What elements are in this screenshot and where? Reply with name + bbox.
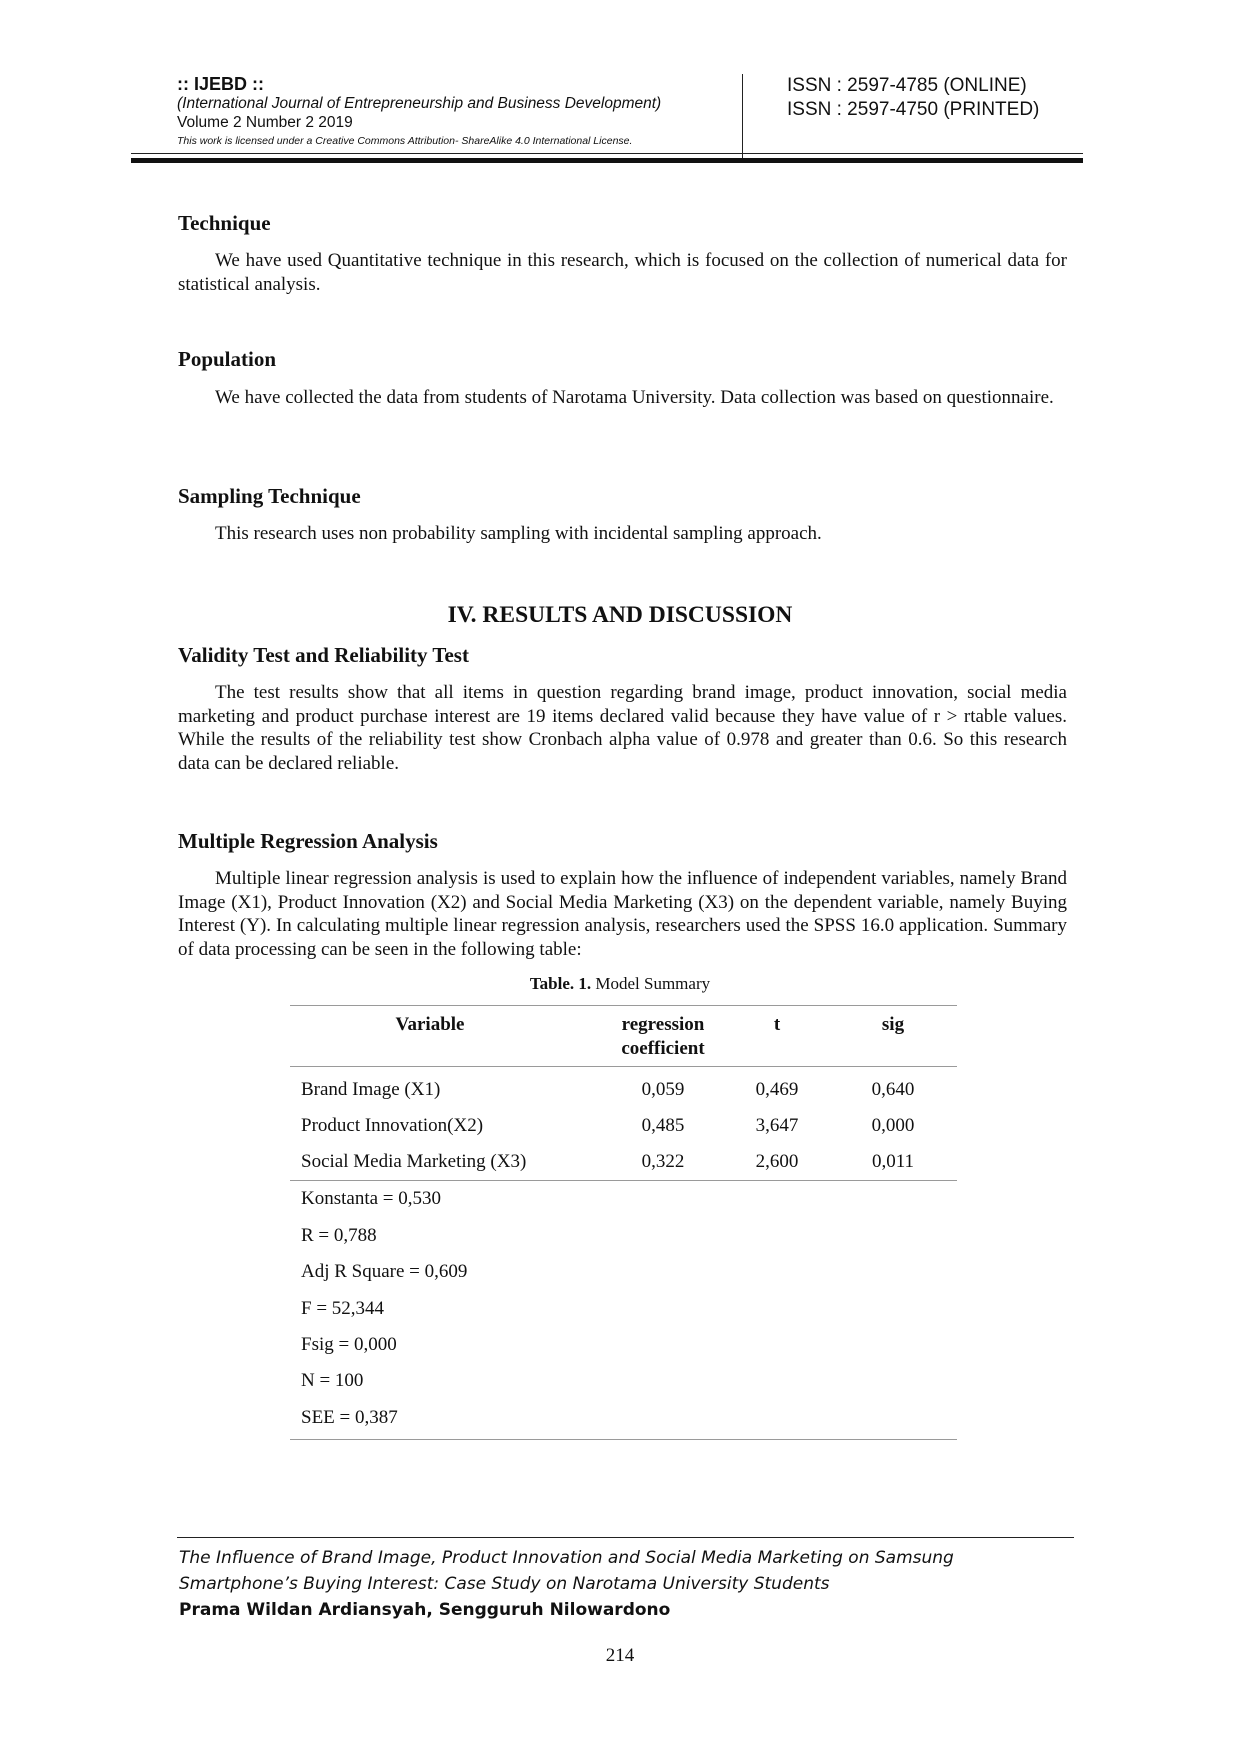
table-caption-number: Table. 1. xyxy=(529,974,592,993)
table-top-rule xyxy=(290,1005,957,1006)
stat-fsig: Fsig = 0,000 xyxy=(301,1334,397,1355)
header-rule-thick xyxy=(131,158,1083,163)
table-header-rule xyxy=(290,1066,957,1067)
validity-paragraph: The test results show that all items in question regarding brand image, product innovation, social media marketing and product purchase interest are 19 items declared valid because they have value of r > rtable values. While the results of the reliability test show Cronbach alpha value of 0.978 and greater than 0.6. So this research data can be declared reliable. xyxy=(178,682,1067,774)
table-caption xyxy=(0,973,1240,995)
table-rows-rule xyxy=(290,1180,957,1181)
journal-info xyxy=(177,74,737,150)
issn-block xyxy=(787,74,1039,122)
stat-f: F = 52,344 xyxy=(301,1298,385,1319)
population-paragraph: We have collected the data from students of Narotama University. Data collection was based on questionnaire. xyxy=(215,387,1054,408)
results-section-title: IV. RESULTS AND DISCUSSION xyxy=(447,602,793,628)
column-header-variable: Variable xyxy=(395,1014,465,1035)
regression-heading: Multiple Regression Analysis xyxy=(178,829,438,853)
row1-t: 0,469 xyxy=(755,1079,799,1100)
row2-t: 3,647 xyxy=(755,1115,799,1136)
journal-full-title: (International Journal of Entrepreneurship and Business Development) xyxy=(177,95,662,112)
row3-variable: Social Media Marketing (X3) xyxy=(301,1151,527,1172)
issn-printed: ISSN : 2597-4750 (PRINTED) xyxy=(787,99,1040,120)
row3-coefficient: 0,322 xyxy=(641,1151,685,1172)
footer-rule xyxy=(177,1537,1074,1538)
journal-volume: Volume 2 Number 2 2019 xyxy=(177,114,353,131)
journal-name: :: IJEBD :: xyxy=(177,74,264,94)
column-header-sig: sig xyxy=(881,1014,905,1035)
row3-t: 2,600 xyxy=(755,1151,799,1172)
column-header-t: t xyxy=(773,1014,781,1035)
footer-authors: Prama Wildan Ardiansyah, Sengguruh Nilowardono xyxy=(179,1600,671,1620)
license-notice[interactable]: This work is licensed under a Creative Commons Attribution- ShareAlike 4.0 International License. xyxy=(177,135,633,147)
row1-variable: Brand Image (X1) xyxy=(301,1079,441,1100)
footer-title-line1: The Influence of Brand Image, Product Innovation and Social Media Marketing on Samsung xyxy=(179,1548,954,1568)
population-heading: Population xyxy=(178,347,277,371)
stat-r: R = 0,788 xyxy=(301,1225,377,1246)
sampling-paragraph: This research uses non probability sampling with incidental sampling approach. xyxy=(215,523,822,544)
stat-see: SEE = 0,387 xyxy=(301,1407,398,1428)
page-number: 214 xyxy=(605,1645,635,1666)
stat-adj-r-square: Adj R Square = 0,609 xyxy=(301,1261,468,1282)
technique-paragraph: We have used Quantitative technique in this research, which is focused on the collection of numerical data for statistical analysis. xyxy=(178,250,1067,295)
regression-paragraph: Multiple linear regression analysis is used to explain how the influence of independent variables, namely Brand Image (X1), Product Innovation (X2) and Social Media Marketing (X3) on the dependent variable, namely Buying Interest (Y). In calculating multiple linear regression analysis, researchers used the SPSS 16.0 application. Summary of data processing can be seen in the following table: xyxy=(178,868,1067,960)
validity-heading: Validity Test and Reliability Test xyxy=(178,643,469,667)
row2-variable: Product Innovation(X2) xyxy=(301,1115,484,1136)
stat-n: N = 100 xyxy=(301,1370,364,1391)
column-header-coefficient-line1: regression xyxy=(621,1014,705,1035)
journal-header xyxy=(177,74,1083,164)
row3-sig: 0,011 xyxy=(871,1151,915,1172)
table-caption-title: Model Summary xyxy=(591,974,711,993)
stat-konstanta: Konstanta = 0,530 xyxy=(301,1188,442,1209)
column-header-coefficient-line2: coefficient xyxy=(621,1038,705,1059)
issn-online: ISSN : 2597-4785 (ONLINE) xyxy=(787,75,1027,96)
footer-title-line2: Smartphone’s Buying Interest: Case Study on Narotama University Students xyxy=(179,1574,830,1594)
header-divider xyxy=(742,74,743,158)
table-bottom-rule xyxy=(290,1439,957,1440)
header-rule-thin xyxy=(131,153,1083,154)
row2-coefficient: 0,485 xyxy=(641,1115,685,1136)
column-header-coefficient xyxy=(593,1013,733,1061)
row1-coefficient: 0,059 xyxy=(641,1079,685,1100)
technique-heading: Technique xyxy=(178,211,271,235)
sampling-heading: Sampling Technique xyxy=(178,484,361,508)
row2-sig: 0,000 xyxy=(871,1115,915,1136)
row1-sig: 0,640 xyxy=(871,1079,915,1100)
